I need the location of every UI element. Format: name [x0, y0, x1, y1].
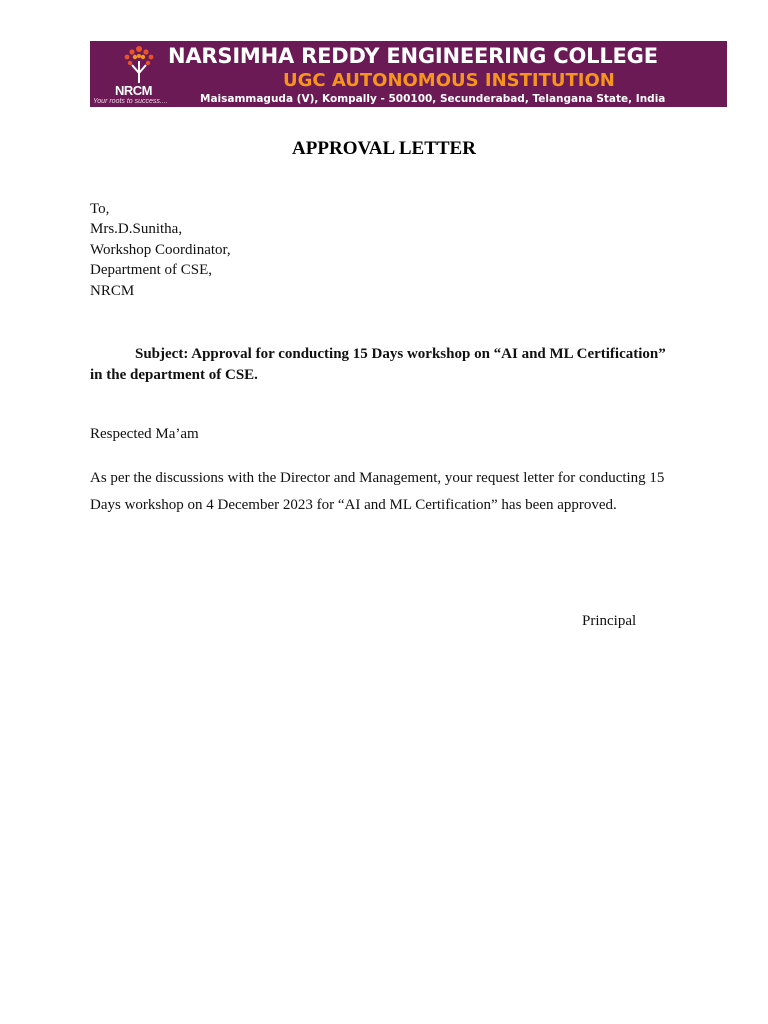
logo-abbreviation: NRCM	[115, 83, 152, 98]
recipient-line: To,	[90, 201, 110, 217]
recipient-line: Workshop Coordinator,	[90, 242, 231, 258]
letter-title: APPROVAL LETTER	[292, 138, 476, 159]
recipient-line: Mrs.D.Sunitha,	[90, 221, 183, 237]
college-address: Maisammaguda (V), Kompally - 500100, Secunderabad, Telangana State, India	[200, 93, 666, 105]
letter-subject: Subject: Approval for conducting 15 Days workshop on “AI and ML Certification” in the department of CSE.	[90, 346, 666, 383]
recipient-line: NRCM	[90, 283, 135, 299]
college-header-banner	[90, 41, 727, 107]
logo-tagline: Your roots to success....	[93, 98, 168, 105]
letter-body: As per the discussions with the Director and Management, your request letter for conducting 15 Days workshop on 4 December 2023 for “AI and ML Certification” has been approved.	[90, 470, 665, 513]
signature-title: Principal	[582, 613, 637, 629]
college-name: NARSIMHA REDDY ENGINEERING COLLEGE	[168, 44, 658, 68]
tree-logo-icon	[114, 43, 164, 85]
college-status: UGC AUTONOMOUS INSTITUTION	[283, 70, 615, 91]
letter-salutation: Respected Ma’am	[90, 426, 199, 442]
recipient-line: Department of CSE,	[90, 262, 213, 278]
